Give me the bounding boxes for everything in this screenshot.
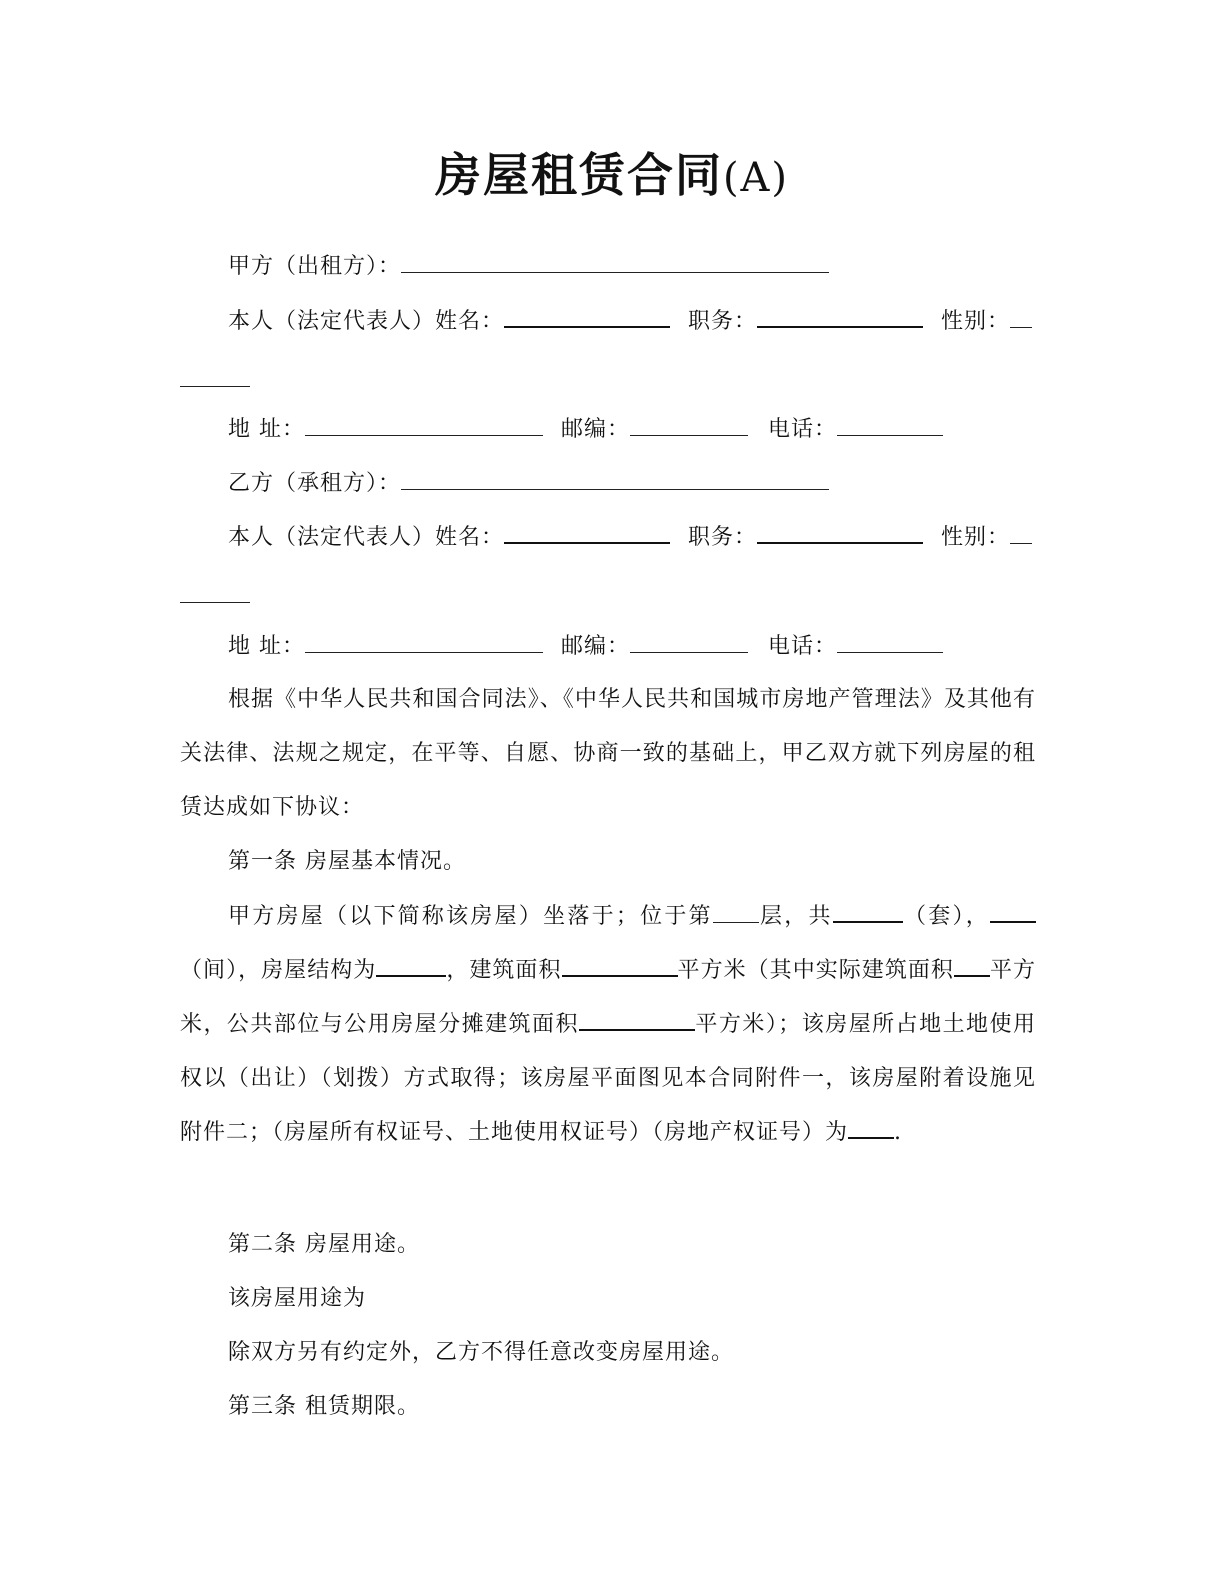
- party-b-postcode-blank: [630, 651, 748, 653]
- party-a-position-blank: [757, 325, 923, 328]
- party-b-rep-name-blank: [504, 541, 670, 544]
- floor-blank: [713, 921, 759, 923]
- article-1-text-9: .: [894, 1120, 903, 1145]
- article-1-text-1: 甲方房屋（以下简称该房屋）坐落于；位于第: [228, 904, 713, 929]
- article-1-paragraph: [180, 890, 1036, 1160]
- article-1-heading: 第一条 房屋基本情况。: [228, 849, 466, 874]
- article-1-text-2: 层，共: [758, 904, 833, 929]
- title-suffix: (A): [722, 155, 790, 201]
- party-a-gender-blank: [1010, 326, 1032, 328]
- structure-blank: [376, 974, 446, 977]
- party-a-phone-blank: [837, 434, 943, 436]
- party-a-postcode-blank: [630, 434, 748, 436]
- party-b-line: [228, 467, 829, 501]
- article-1-text-4: （间），房屋结构为: [180, 958, 377, 983]
- preamble-paragraph: 根据《中华人民共和国合同法》、《中华人民共和国城市房地产管理法》及其他有关法律、法规之规定，在平等、自愿、协商一致的基础上，甲乙双方就下列房屋的租赁达成如下协议：: [180, 687, 1036, 820]
- party-a-rep-line: [228, 305, 1032, 339]
- party-b-address-blank: [305, 651, 543, 653]
- party-b-rep-name-label: 本人（法定代表人）姓名：: [228, 525, 505, 550]
- party-a-gender-label: 性别：: [941, 309, 1011, 334]
- party-a-address-line: [228, 413, 943, 447]
- party-b-phone-label: 电话：: [768, 634, 838, 659]
- article-3-heading: 第三条 租赁期限。: [228, 1394, 420, 1419]
- article-1-text-5: ，建筑面积: [446, 958, 562, 983]
- party-a-rep-name-label: 本人（法定代表人）姓名：: [228, 309, 505, 334]
- party-b-phone-blank: [837, 651, 943, 653]
- party-a-label: 甲方（出租方）：: [228, 254, 402, 279]
- party-b-label: 乙方（承租方）：: [228, 471, 402, 496]
- party-a-blank: [401, 271, 829, 273]
- party-b-gender-label: 性别：: [941, 525, 1011, 550]
- units-blank: [833, 920, 903, 923]
- article-2-line-2: 除双方另有约定外，乙方不得任意改变房屋用途。: [228, 1340, 735, 1365]
- page-title: [0, 140, 1224, 213]
- building-area-blank: [562, 974, 678, 977]
- article-2-line-1: 该房屋用途为: [228, 1286, 367, 1311]
- party-a-rep-name-blank: [504, 325, 670, 328]
- party-b-position-blank: [757, 541, 923, 544]
- party-b-position-label: 职务：: [688, 525, 758, 550]
- actual-area-blank: [954, 974, 990, 977]
- party-a-position-label: 职务：: [688, 309, 758, 334]
- article-1-text-7: 平方米，公共部位与公用房屋分摊建筑面积: [180, 958, 1036, 1037]
- party-b-postcode-label: 邮编：: [561, 634, 631, 659]
- title-main: 房屋租赁合同: [434, 148, 723, 202]
- party-b-address-label: 地 址：: [228, 634, 305, 659]
- certificate-number-blank: [848, 1136, 894, 1139]
- rooms-blank: [990, 920, 1036, 923]
- party-a-line: [228, 250, 829, 284]
- party-b-gender-blank: [1010, 542, 1032, 544]
- party-a-address-blank: [305, 434, 543, 436]
- article-1-text-8: 平方米）；该房屋所占地土地使用权以（出让）（划拨）方式取得；该房屋平面图见本合同附件一，该房屋附着设施见附件二；（房屋所有权证号、土地使用权证号）（房地产权证号）为: [180, 1012, 1036, 1145]
- party-b-gender-blank-cont: [180, 601, 250, 603]
- party-a-phone-label: 电话：: [768, 417, 838, 442]
- party-a-gender-blank-cont: [180, 385, 250, 387]
- shared-area-blank: [579, 1028, 695, 1031]
- party-b-address-line: [228, 630, 943, 664]
- article-2-heading: 第二条 房屋用途。: [228, 1232, 420, 1257]
- party-a-postcode-label: 邮编：: [561, 417, 631, 442]
- party-a-address-label: 地 址：: [228, 417, 305, 442]
- party-b-blank: [401, 488, 829, 490]
- party-b-rep-line: [228, 521, 1032, 555]
- article-1-text-3: （套），: [902, 904, 990, 929]
- article-1-text-6: 平方米（其中实际建筑面积: [677, 958, 954, 983]
